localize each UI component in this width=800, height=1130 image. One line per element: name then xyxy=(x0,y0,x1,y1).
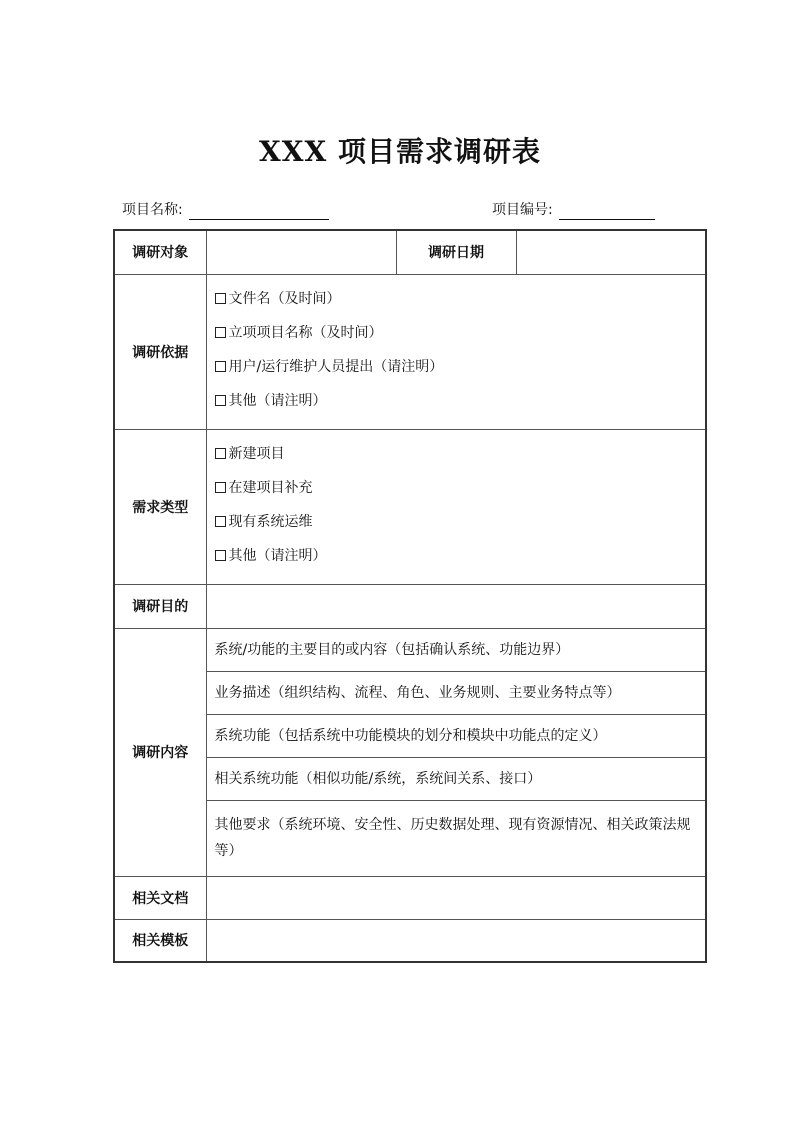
basis-cell xyxy=(206,274,706,429)
table-row xyxy=(114,230,706,274)
content-item[interactable] xyxy=(207,672,706,715)
checkbox-icon[interactable] xyxy=(215,516,226,527)
basis-option-label: 文件名（及时间） xyxy=(228,290,341,307)
survey-object-cell[interactable] xyxy=(206,230,396,274)
content-item-text: 其他要求（系统环境、安全性、历史数据处理、现有资源情况、相关政策法规等） xyxy=(214,817,691,859)
demand-type-option[interactable] xyxy=(215,471,706,505)
content-item[interactable] xyxy=(207,629,706,672)
demand-type-option[interactable] xyxy=(215,437,706,471)
content-cell xyxy=(206,628,706,876)
basis-option[interactable] xyxy=(215,316,706,350)
checkbox-icon[interactable] xyxy=(215,550,226,561)
content-item[interactable] xyxy=(207,715,706,758)
table-row xyxy=(114,919,706,962)
demand-type-option-label: 现有系统运维 xyxy=(228,513,313,530)
project-number-field xyxy=(492,200,655,220)
basis-label: 调研依据 xyxy=(114,274,206,429)
checkbox-icon[interactable] xyxy=(215,448,226,459)
page-title: XXX 项目需求调研表 xyxy=(259,135,541,168)
table-row xyxy=(114,429,706,584)
basis-options xyxy=(207,276,706,428)
checkbox-icon[interactable] xyxy=(215,361,226,372)
demand-type-option[interactable] xyxy=(215,539,706,573)
project-name-blank[interactable] xyxy=(189,203,329,220)
demand-type-option-label: 其他（请注明） xyxy=(228,547,327,564)
related-templates-label: 相关模板 xyxy=(114,919,206,962)
demand-type-option[interactable] xyxy=(215,505,706,539)
demand-type-cell xyxy=(206,429,706,584)
checkbox-icon[interactable] xyxy=(215,327,226,338)
content-item-text: 系统/功能的主要目的或内容（包括确认系统、功能边界） xyxy=(214,641,570,658)
purpose-label: 调研目的 xyxy=(114,584,206,628)
checkbox-icon[interactable] xyxy=(215,482,226,493)
basis-option[interactable] xyxy=(215,384,706,418)
checkbox-icon[interactable] xyxy=(215,395,226,406)
project-number-label: 项目编号: xyxy=(492,202,553,218)
content-item-text: 业务描述（组织结构、流程、角色、业务规则、主要业务特点等） xyxy=(214,684,621,701)
related-templates-cell[interactable] xyxy=(206,919,706,962)
content-item[interactable] xyxy=(207,801,706,876)
related-docs-label: 相关文档 xyxy=(114,876,206,919)
survey-form-table xyxy=(113,229,707,963)
basis-option-label: 用户/运行维护人员提出（请注明） xyxy=(228,358,444,375)
basis-option-label: 立项项目名称（及时间） xyxy=(228,324,383,341)
project-name-label: 项目名称: xyxy=(122,202,183,218)
content-item[interactable] xyxy=(207,758,706,801)
demand-type-options xyxy=(207,431,706,583)
demand-type-option-label: 在建项目补充 xyxy=(228,479,313,496)
content-item-text: 相关系统功能（相似功能/系统，系统间关系、接口） xyxy=(214,770,542,787)
basis-option[interactable] xyxy=(215,282,706,316)
basis-option-label: 其他（请注明） xyxy=(228,392,327,409)
survey-date-label: 调研日期 xyxy=(396,230,516,274)
demand-type-option-label: 新建项目 xyxy=(228,445,285,462)
checkbox-icon[interactable] xyxy=(215,293,226,304)
demand-type-label: 需求类型 xyxy=(114,429,206,584)
basis-option[interactable] xyxy=(215,350,706,384)
survey-object-label: 调研对象 xyxy=(114,230,206,274)
content-item-text: 系统功能（包括系统中功能模块的划分和模块中功能点的定义） xyxy=(214,727,607,744)
purpose-cell[interactable] xyxy=(206,584,706,628)
table-row xyxy=(114,584,706,628)
table-row xyxy=(114,628,706,876)
table-row xyxy=(114,274,706,429)
survey-date-cell[interactable] xyxy=(516,230,706,274)
project-number-blank[interactable] xyxy=(559,203,655,220)
project-name-field xyxy=(122,200,329,220)
table-row xyxy=(114,876,706,919)
related-docs-cell[interactable] xyxy=(206,876,706,919)
content-label: 调研内容 xyxy=(114,628,206,876)
